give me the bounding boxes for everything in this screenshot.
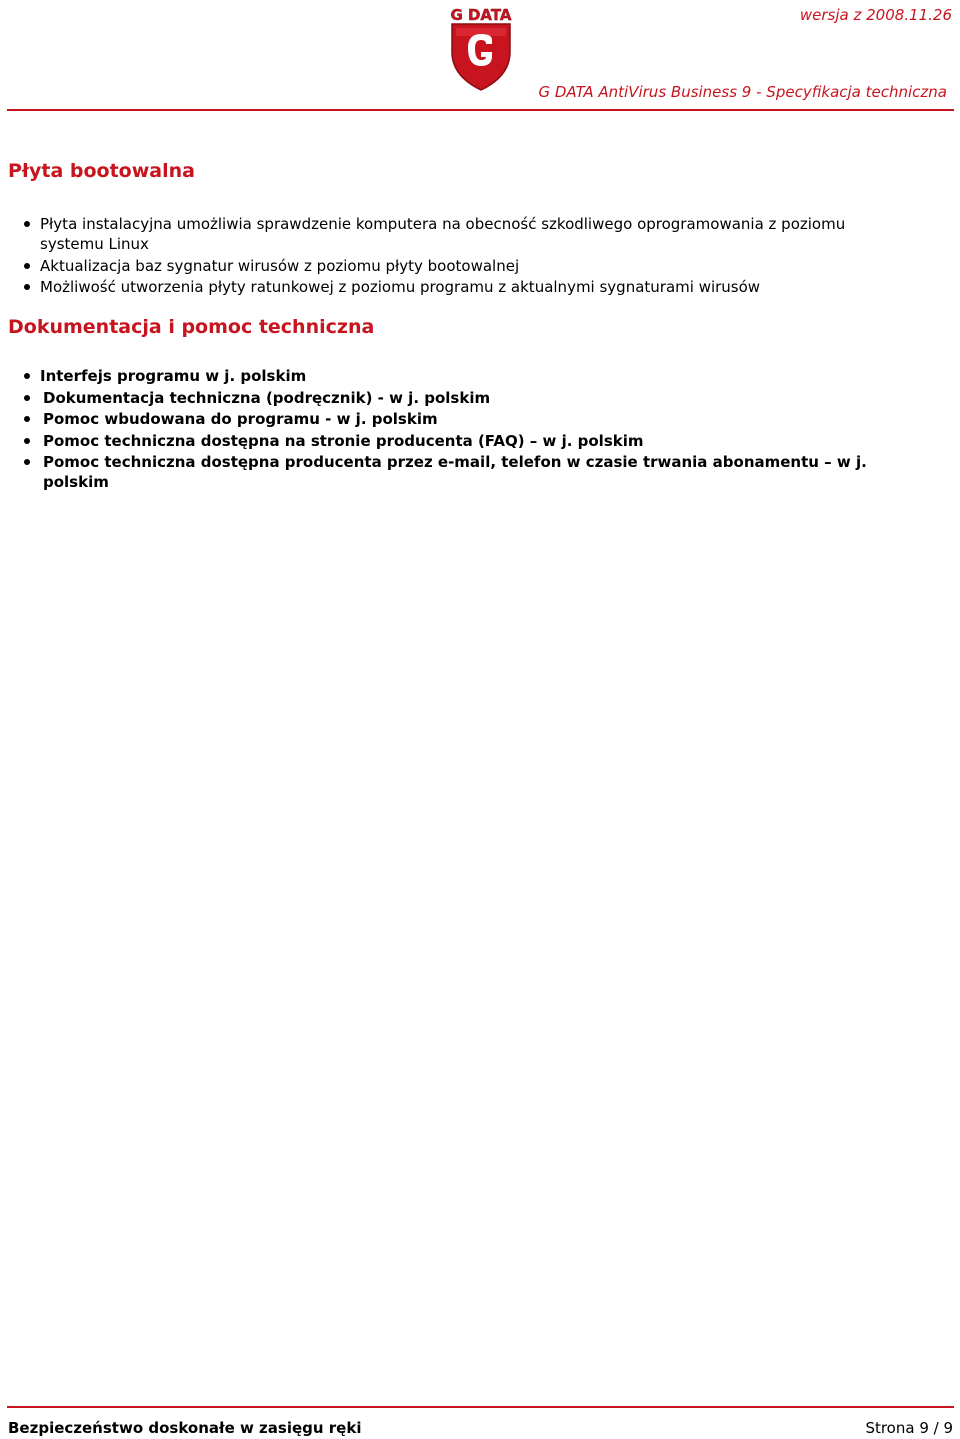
documentation-feature-list bbox=[0, 366, 920, 494]
bullet-icon bbox=[24, 395, 30, 401]
list-item: Aktualizacja baz sygnatur wirusów z poziomu płyty bootowalnej bbox=[0, 256, 920, 276]
bullet-icon bbox=[24, 459, 30, 465]
version-label: wersja z 2008.11.26 bbox=[799, 6, 952, 24]
document-title: G DATA AntiVirus Business 9 - Specyfikacja techniczna bbox=[538, 83, 947, 101]
footer-divider bbox=[7, 1406, 954, 1408]
list-item: Płyta instalacyjna umożliwia sprawdzenie komputera na obecność szkodliwego oprogramowania z poziomu systemu Linux bbox=[0, 214, 920, 254]
list-item: Dokumentacja techniczna (podręcznik) - w j. polskim bbox=[0, 388, 920, 408]
list-item: Pomoc wbudowana do programu - w j. polskim bbox=[0, 409, 920, 429]
footer-slogan: Bezpieczeństwo doskonałe w zasięgu ręki bbox=[8, 1419, 362, 1437]
header-divider bbox=[7, 109, 954, 111]
bullet-icon bbox=[24, 284, 30, 290]
page-number: Strona 9 / 9 bbox=[865, 1419, 953, 1437]
list-item: Pomoc techniczna dostępna na stronie producenta (FAQ) – w j. polskim bbox=[0, 431, 920, 451]
section-heading-documentation: Dokumentacja i pomoc techniczna bbox=[8, 316, 375, 338]
list-item: Interfejs programu w j. polskim bbox=[0, 366, 920, 386]
section-heading-boot-disc: Płyta bootowalna bbox=[8, 160, 195, 182]
bullet-icon bbox=[24, 373, 30, 379]
bullet-icon bbox=[24, 416, 30, 422]
list-item: Możliwość utworzenia płyty ratunkowej z poziomu programu z aktualnymi sygnaturami wirusów bbox=[0, 277, 920, 297]
bullet-icon bbox=[24, 438, 30, 444]
bullet-icon bbox=[24, 263, 30, 269]
logo-text: G DATA bbox=[450, 6, 512, 24]
boot-disc-feature-list bbox=[0, 214, 920, 299]
bullet-icon bbox=[24, 221, 30, 227]
gdata-logo bbox=[446, 4, 516, 92]
list-item: Pomoc techniczna dostępna producenta przez e-mail, telefon w czasie trwania abonamentu – w j. polskim bbox=[0, 452, 920, 492]
